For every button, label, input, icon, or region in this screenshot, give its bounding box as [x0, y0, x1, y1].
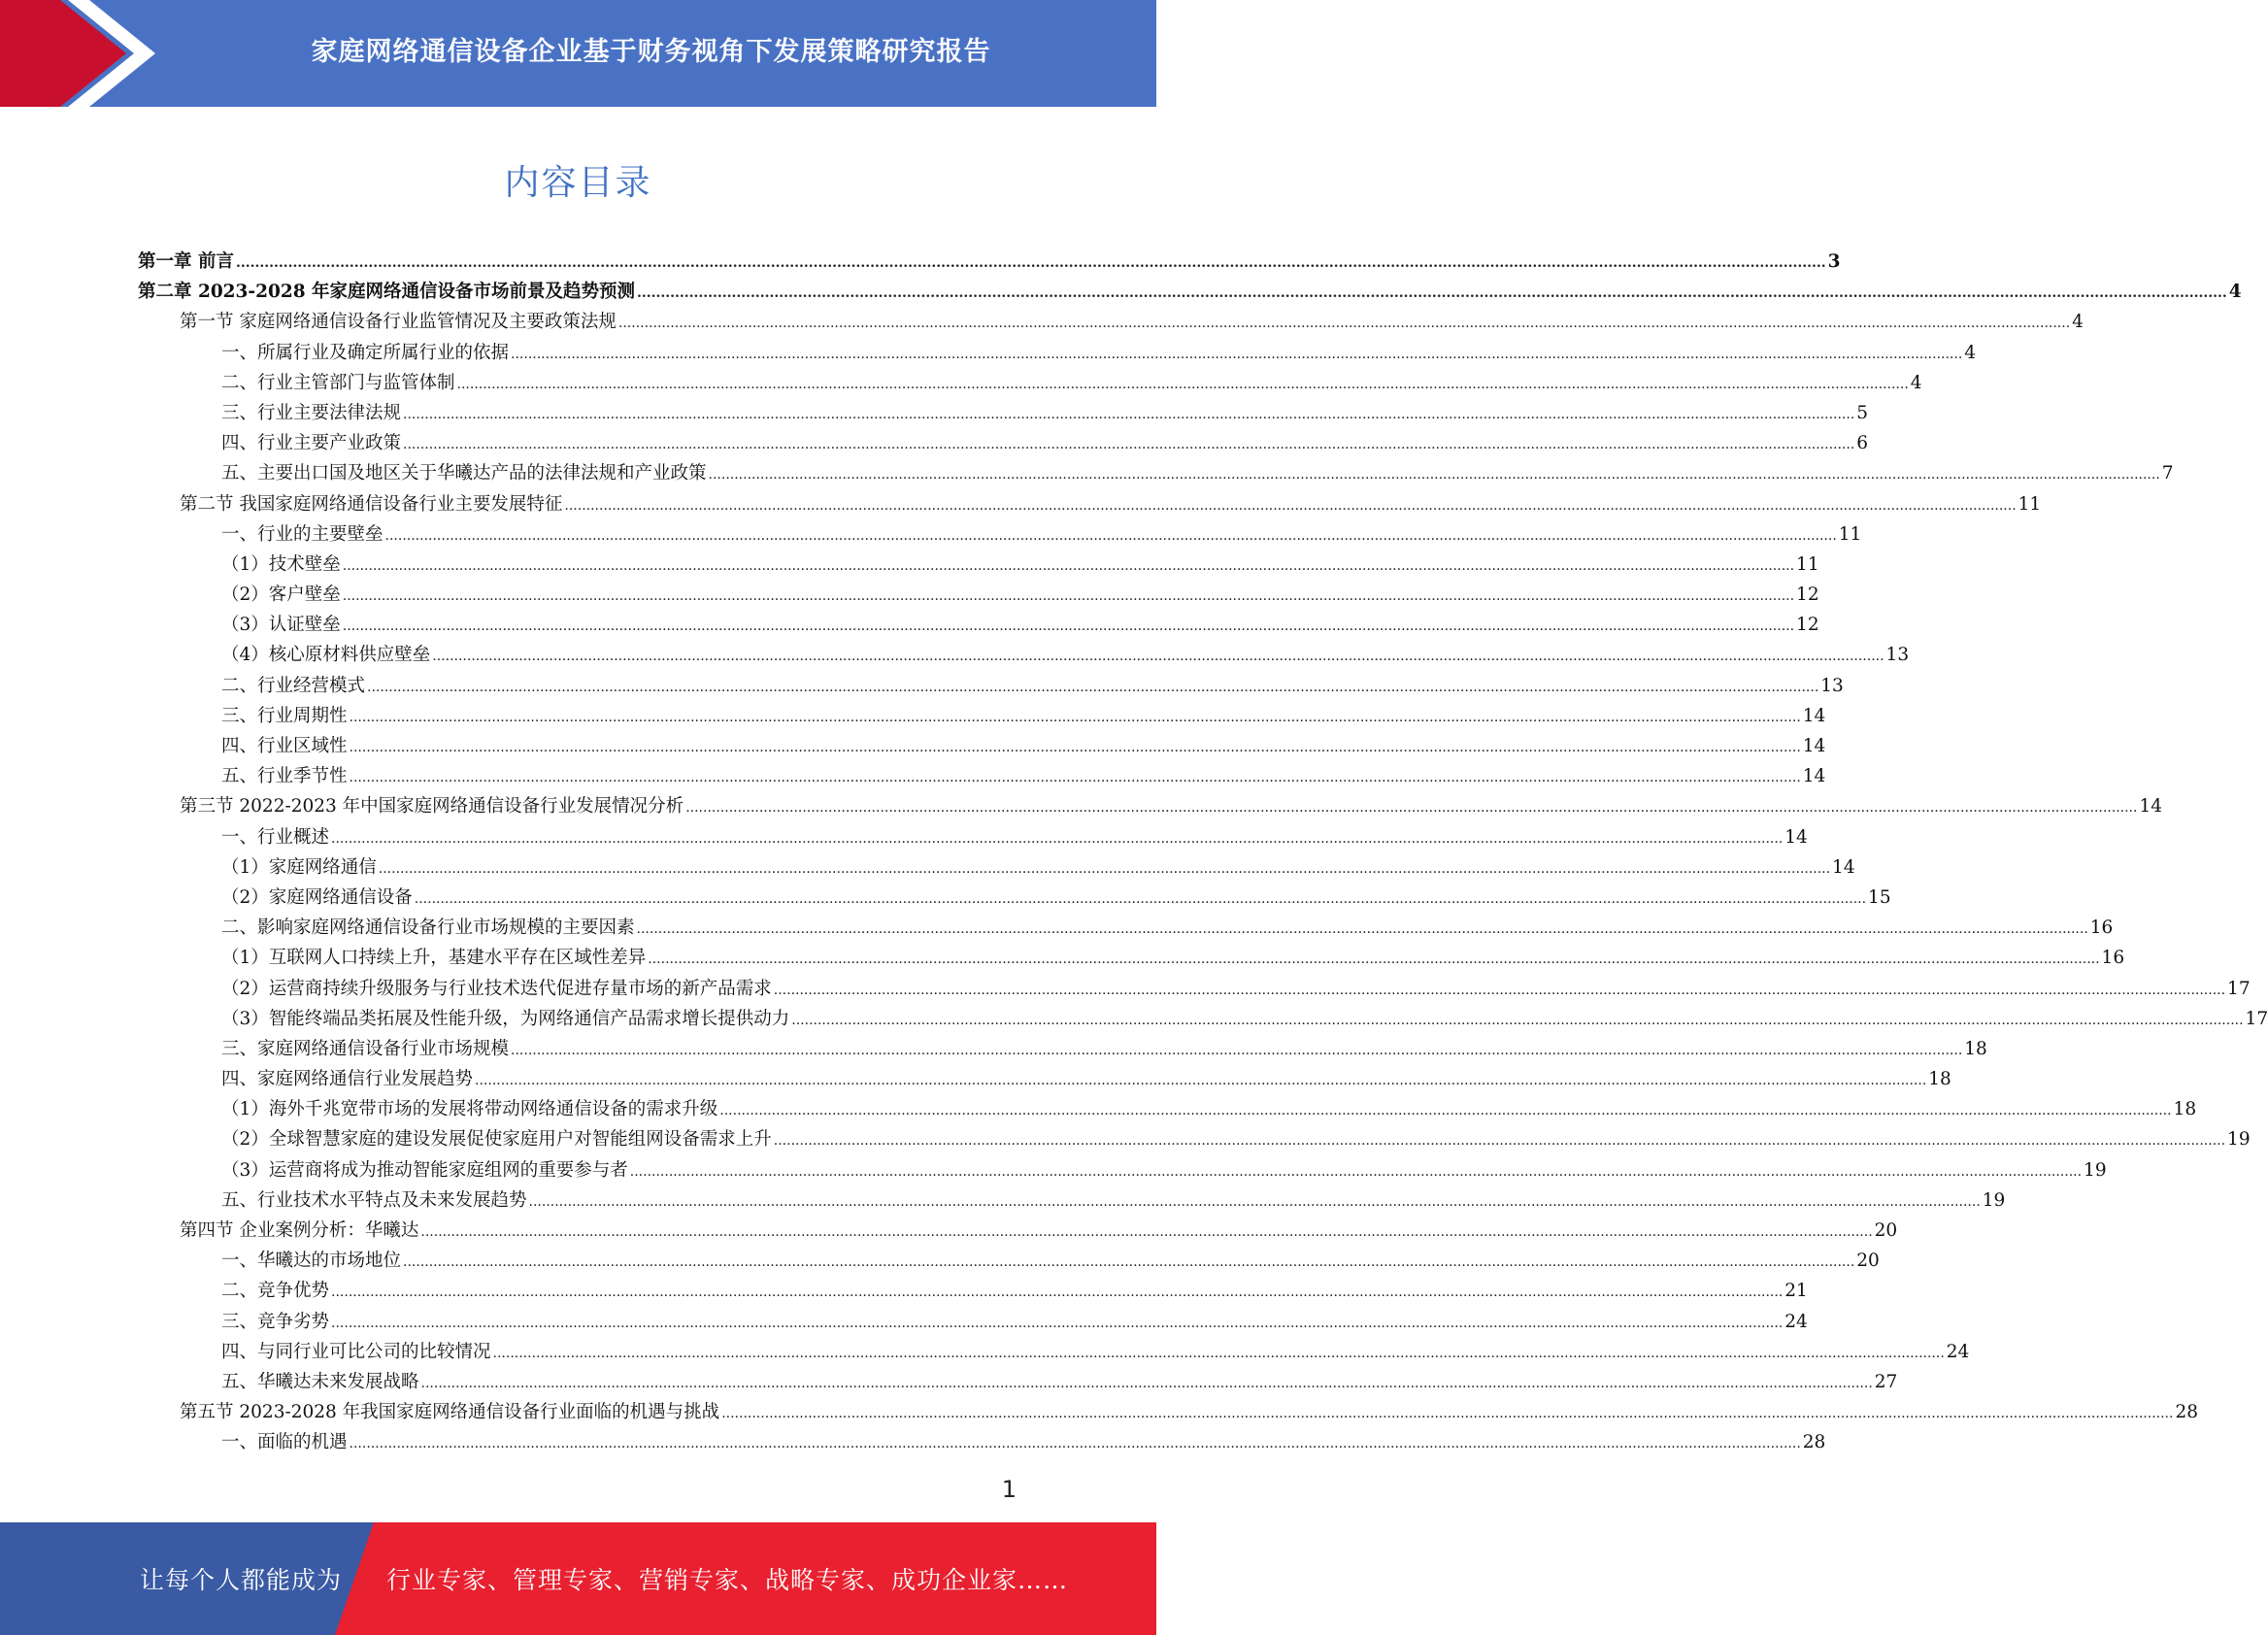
toc-entry-label: 第三节 2022-2023 年中国家庭网络通信设备行业发展情况分析	[180, 796, 684, 818]
toc-entry-label: 第二章 2023-2028 年家庭网络通信设备市场前景及趋势预测	[138, 282, 636, 303]
toc-entry[interactable]	[138, 519, 1862, 550]
toc-dot-leader	[637, 915, 2088, 945]
toc-entry-page: 19	[2084, 1159, 2107, 1181]
toc-entry-label: 五、主要出口国及地区关于华曦达产品的法律法规和产业政策	[221, 463, 707, 484]
toc-entry[interactable]	[138, 458, 2174, 488]
toc-dot-leader	[403, 430, 1854, 460]
toc-entry-page: 14	[1802, 705, 1826, 726]
toc-dot-leader	[379, 854, 1830, 884]
toc-entry[interactable]	[138, 883, 1891, 913]
toc-entry[interactable]	[138, 1216, 1898, 1246]
toc-entry-page: 14	[1832, 856, 1855, 878]
toc-entry-page: 14	[1784, 826, 1808, 848]
toc-entry-page: 4	[1910, 372, 1922, 393]
toc-entry-label: （2）运营商持续升级服务与行业技术迭代促进存量市场的新产品需求	[221, 978, 772, 999]
toc-dot-leader	[457, 370, 1909, 400]
toc-dot-leader	[421, 1369, 1873, 1399]
toc-entry-label: 四、家庭网络通信行业发展趋势	[221, 1069, 474, 1090]
toc-entry-label: 第一节 家庭网络通信设备行业监管情况及主要政策法规	[180, 312, 617, 333]
toc-entry[interactable]	[138, 1337, 1970, 1367]
toc-entry[interactable]	[138, 307, 2084, 337]
toc-entry[interactable]	[138, 610, 1819, 640]
toc-entry-page: 14	[1802, 736, 1826, 756]
toc-entry[interactable]	[138, 247, 1841, 277]
toc-dot-leader	[432, 642, 1884, 672]
toc-entry-page: 17	[2227, 978, 2251, 999]
toc-heading: 内容目录	[504, 163, 652, 203]
toc-entry-page: 11	[2018, 493, 2042, 515]
toc-entry-page: 16	[2101, 948, 2125, 969]
toc-entry-label: 第五节 2023-2028 年我国家庭网络通信设备行业面临的机遇与挑战	[180, 1402, 720, 1423]
toc-dot-leader	[630, 1157, 2082, 1187]
toc-dot-leader	[791, 1006, 2243, 1036]
toc-entry-page: 3	[1827, 251, 1841, 272]
toc-entry-label: （2）家庭网络通信设备	[221, 886, 413, 908]
toc-entry-label: 一、行业概述	[221, 826, 330, 848]
toc-entry[interactable]	[138, 1064, 1951, 1094]
toc-entry-page: 17	[2245, 1008, 2268, 1029]
toc-entry-label: （4）核心原材料供应壁垒	[221, 645, 431, 666]
toc-entry[interactable]	[138, 791, 2162, 821]
toc-entry[interactable]	[138, 580, 1819, 610]
toc-dot-leader	[331, 1278, 1783, 1308]
toc-entry-label: （1）技术壁垒	[221, 553, 341, 575]
toc-entry-page: 15	[1868, 886, 1891, 908]
toc-dot-leader	[420, 1218, 1872, 1248]
toc-entry-label: （2）客户壁垒	[221, 584, 341, 606]
toc-entry-page: 4	[1964, 342, 1977, 363]
toc-entry-page: 11	[1796, 553, 1819, 575]
toc-entry-label: 二、行业经营模式	[221, 675, 366, 696]
toc-entry-label: 二、行业主管部门与监管体制	[221, 372, 455, 393]
toc-entry[interactable]	[138, 852, 1855, 883]
toc-entry-label: （1）互联网人口持续上升，基建水平存在区域性差异	[221, 948, 647, 969]
toc-entry-label: （3）智能终端品类拓展及性能升级，为网络通信产品需求增长提供动力	[221, 1008, 790, 1029]
toc-entry[interactable]	[138, 1307, 1808, 1337]
toc-entry-page: 14	[2139, 796, 2162, 818]
toc-entry-page: 27	[1874, 1371, 1898, 1392]
toc-dot-leader	[511, 1036, 1962, 1066]
toc-entry-label: 一、华曦达的市场地位	[221, 1251, 402, 1272]
toc-entry-label: 第二节 我国家庭网络通信设备行业主要发展特征	[180, 493, 563, 515]
toc-entry-page: 28	[1802, 1432, 1826, 1453]
toc-entry[interactable]	[138, 761, 1826, 791]
toc-entry-label: 五、华曦达未来发展战略	[221, 1371, 419, 1392]
toc-dot-leader	[709, 460, 2160, 490]
toc-entry[interactable]	[138, 1427, 1826, 1457]
toc-dot-leader	[367, 673, 1818, 703]
toc-entry-page: 14	[1802, 766, 1826, 787]
toc-entry-page: 7	[2161, 463, 2174, 484]
toc-entry-page: 24	[1946, 1341, 1970, 1362]
toc-entry-label: 第四节 企业案例分析：华曦达	[180, 1220, 419, 1241]
toc-entry-page: 28	[2175, 1402, 2198, 1423]
toc-dot-leader	[343, 551, 1794, 582]
toc-dot-leader	[564, 491, 2016, 521]
toc-entry-page: 5	[1856, 402, 1869, 423]
toc-entry-page: 16	[2089, 918, 2114, 939]
toc-entry-page: 19	[2227, 1129, 2251, 1151]
toc-dot-leader	[637, 279, 2227, 309]
toc-dot-leader	[236, 249, 1826, 279]
toc-entry-label: 三、竞争劣势	[221, 1311, 330, 1332]
toc-entry-page: 21	[1784, 1281, 1808, 1302]
toc-dot-leader	[648, 945, 2099, 975]
toc-entry-label: 三、行业周期性	[221, 705, 348, 726]
toc-dot-leader	[350, 1429, 1801, 1459]
toc-entry-page: 12	[1796, 584, 1819, 606]
toc-dot-leader	[493, 1339, 1945, 1369]
toc-entry[interactable]	[138, 1276, 1808, 1306]
footer-slogan-left: 让每个人都能成为	[140, 1566, 343, 1594]
toc-entry-page: 11	[1838, 523, 1862, 545]
toc-entry-page: 4	[2228, 282, 2242, 303]
page-number: 1	[1001, 1476, 1017, 1503]
toc-entry-label: 一、所属行业及确定所属行业的依据	[221, 342, 510, 363]
toc-dot-leader	[331, 824, 1783, 854]
toc-entry[interactable]	[138, 277, 2242, 307]
toc-entry-label: 三、家庭网络通信设备行业市场规模	[221, 1038, 510, 1059]
toc-entry-label: 四、与同行业可比公司的比较情况	[221, 1341, 491, 1362]
toc-entry[interactable]	[138, 640, 1910, 670]
toc-dot-leader	[511, 340, 1962, 370]
toc-dot-leader	[343, 582, 1794, 612]
toc-entry[interactable]	[138, 1124, 2251, 1154]
toc-entry-page: 18	[2173, 1099, 2197, 1120]
toc-entry[interactable]	[138, 550, 1819, 580]
toc-dot-leader	[385, 521, 1837, 551]
header-band	[0, 0, 1156, 107]
toc-entry-label: （3）认证壁垒	[221, 615, 341, 636]
toc-dot-leader	[350, 733, 1801, 763]
toc-entry[interactable]	[138, 701, 1826, 731]
toc-dot-leader	[331, 1309, 1783, 1339]
toc-entry-page: 20	[1874, 1220, 1898, 1241]
toc-entry[interactable]	[138, 398, 1869, 428]
toc-entry-page: 13	[1885, 645, 1910, 666]
toc-entry-label: （3）运营商将成为推动智能家庭组网的重要参与者	[221, 1159, 628, 1181]
toc-entry[interactable]	[138, 822, 1808, 852]
toc-entry-page: 4	[2072, 312, 2084, 333]
toc-entry[interactable]	[138, 671, 1844, 701]
report-title: 家庭网络通信设备企业基于财务视角下发展策略研究报告	[311, 36, 991, 67]
toc-dot-leader	[774, 976, 2225, 1006]
toc-dot-leader	[529, 1187, 1981, 1218]
toc-entry[interactable]	[138, 368, 1922, 398]
toc-dot-leader	[350, 763, 1801, 793]
toc-entry-label: 一、行业的主要壁垒	[221, 523, 384, 545]
toc-entry[interactable]	[138, 943, 2125, 973]
toc-entry-label: 四、行业主要产业政策	[221, 433, 402, 454]
toc-dot-leader	[343, 612, 1794, 642]
toc-dot-leader	[719, 1096, 2171, 1126]
toc-entry[interactable]	[138, 1367, 1898, 1397]
toc-entry-page: 18	[1928, 1069, 1951, 1090]
footer-band	[0, 1522, 1156, 1635]
toc-entry[interactable]	[138, 1397, 2198, 1427]
toc-entry-page: 13	[1820, 675, 1844, 696]
toc-entry[interactable]	[138, 1034, 1987, 1064]
toc-entry-page: 20	[1856, 1251, 1880, 1272]
toc-entry-label: 五、行业技术水平特点及未来发展趋势	[221, 1189, 527, 1211]
toc-entry-page: 24	[1784, 1311, 1808, 1332]
toc-entry-label: （2）全球智慧家庭的建设发展促使家庭用户对智能组网设备需求上升	[221, 1129, 772, 1151]
toc-entry-page: 6	[1856, 433, 1869, 454]
toc-dot-leader	[403, 1248, 1854, 1278]
toc-entry-label: （1）家庭网络通信	[221, 856, 377, 878]
toc-entry[interactable]	[138, 1155, 2107, 1185]
footer-slogan-right: 行业专家、管理专家、营销专家、战略专家、成功企业家……	[386, 1566, 1069, 1594]
toc-dot-leader	[350, 703, 1801, 733]
toc-dot-leader	[415, 884, 1866, 915]
table-of-contents	[138, 247, 2268, 1458]
toc-entry-page: 19	[1982, 1189, 2006, 1211]
toc-dot-leader	[618, 309, 2070, 339]
toc-entry[interactable]	[138, 974, 2251, 1004]
toc-dot-leader	[475, 1066, 1926, 1096]
toc-entry-label: 二、竞争优势	[221, 1281, 330, 1302]
toc-dot-leader	[403, 400, 1854, 430]
toc-entry-label: 二、影响家庭网络通信设备行业市场规模的主要因素	[221, 918, 635, 939]
toc-entry[interactable]	[138, 338, 1977, 368]
toc-dot-leader	[685, 793, 2137, 823]
toc-entry[interactable]	[138, 489, 2042, 519]
toc-dot-leader	[721, 1399, 2173, 1429]
toc-entry-label: 一、面临的机遇	[221, 1432, 348, 1453]
toc-entry-page: 18	[1964, 1038, 1987, 1059]
toc-dot-leader	[774, 1126, 2225, 1156]
toc-entry[interactable]	[138, 1004, 2268, 1034]
toc-entry-page: 12	[1796, 615, 1819, 636]
toc-entry-label: 三、行业主要法律法规	[221, 402, 402, 423]
toc-entry[interactable]	[138, 1246, 1880, 1276]
toc-entry[interactable]	[138, 428, 1869, 458]
toc-entry-label: 第一章 前言	[138, 251, 234, 272]
toc-entry[interactable]	[138, 1185, 2006, 1216]
toc-entry[interactable]	[138, 731, 1826, 761]
toc-entry[interactable]	[138, 913, 2114, 943]
toc-entry-label: 四、行业区域性	[221, 736, 348, 756]
toc-entry[interactable]	[138, 1094, 2197, 1124]
toc-entry-label: 五、行业季节性	[221, 766, 348, 787]
toc-entry-label: （1）海外千兆宽带市场的发展将带动网络通信设备的需求升级	[221, 1099, 718, 1120]
